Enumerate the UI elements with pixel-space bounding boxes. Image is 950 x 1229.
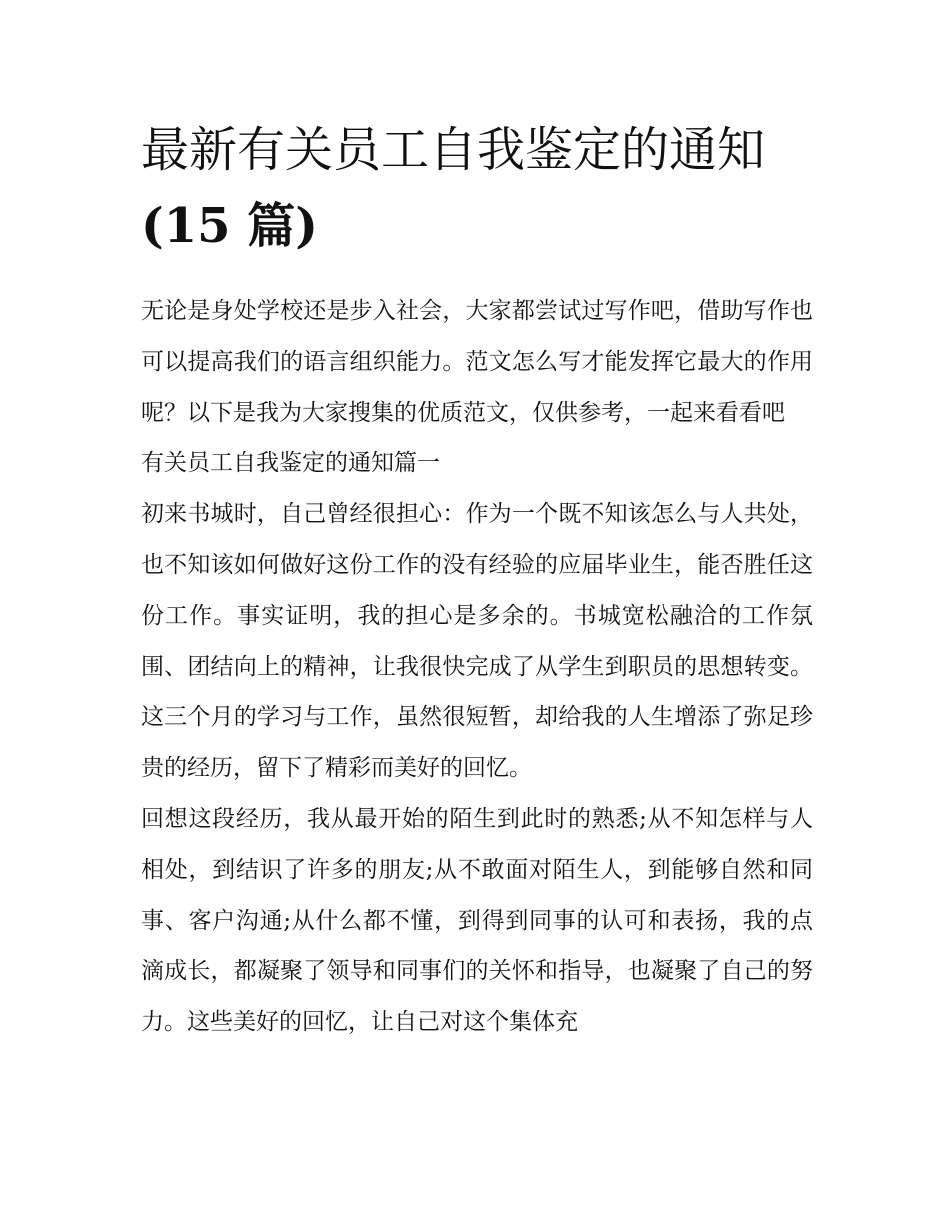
- section-heading: 有关员工自我鉴定的通知篇一: [141, 450, 440, 477]
- document-page: [141, 112, 813, 1048]
- intro-paragraph: 无论是身处学校还是步入社会，大家都尝试过写作吧，借助写作也可以提高我们的语言组织能力。范文怎么写才能发挥它最大的作用呢？以下是我为大家搜集的优质范文，仅供参考，一起来看看吧: [141, 298, 813, 426]
- document-title: [141, 112, 813, 264]
- title-main: 最新有关员工自我鉴定的通知: [141, 122, 766, 178]
- body-paragraph-1: 初来书城时，自己曾经很担心：作为一个既不知该怎么与人共处，也不知该如何做好这份工作的没有经验的应届毕业生，能否胜任这份工作。事实证明，我的担心是多余的。书城宽松融洽的工作氛围、团结向上的精神，让我很快完成了从学生到职员的思想转变。这三个月的学习与工作，虽然很短暂，却给我的人生增添了弥足珍贵的经历，留下了精彩而美好的回忆。: [141, 501, 813, 782]
- title-count: (15 篇): [141, 198, 318, 254]
- body-paragraph-2: 回想这段经历，我从最开始的陌生到此时的熟悉;从不知怎样与人相处，到结识了许多的朋友;从不敢面对陌生人，到能够自然和同事、客户沟通;从什么都不懂，到得到同事的认可和表扬，我的点滴成长，都凝聚了领导和同事们的关怀和指导，也凝聚了自己的努力。这些美好的回忆，让自己对这个集体充: [141, 805, 813, 1036]
